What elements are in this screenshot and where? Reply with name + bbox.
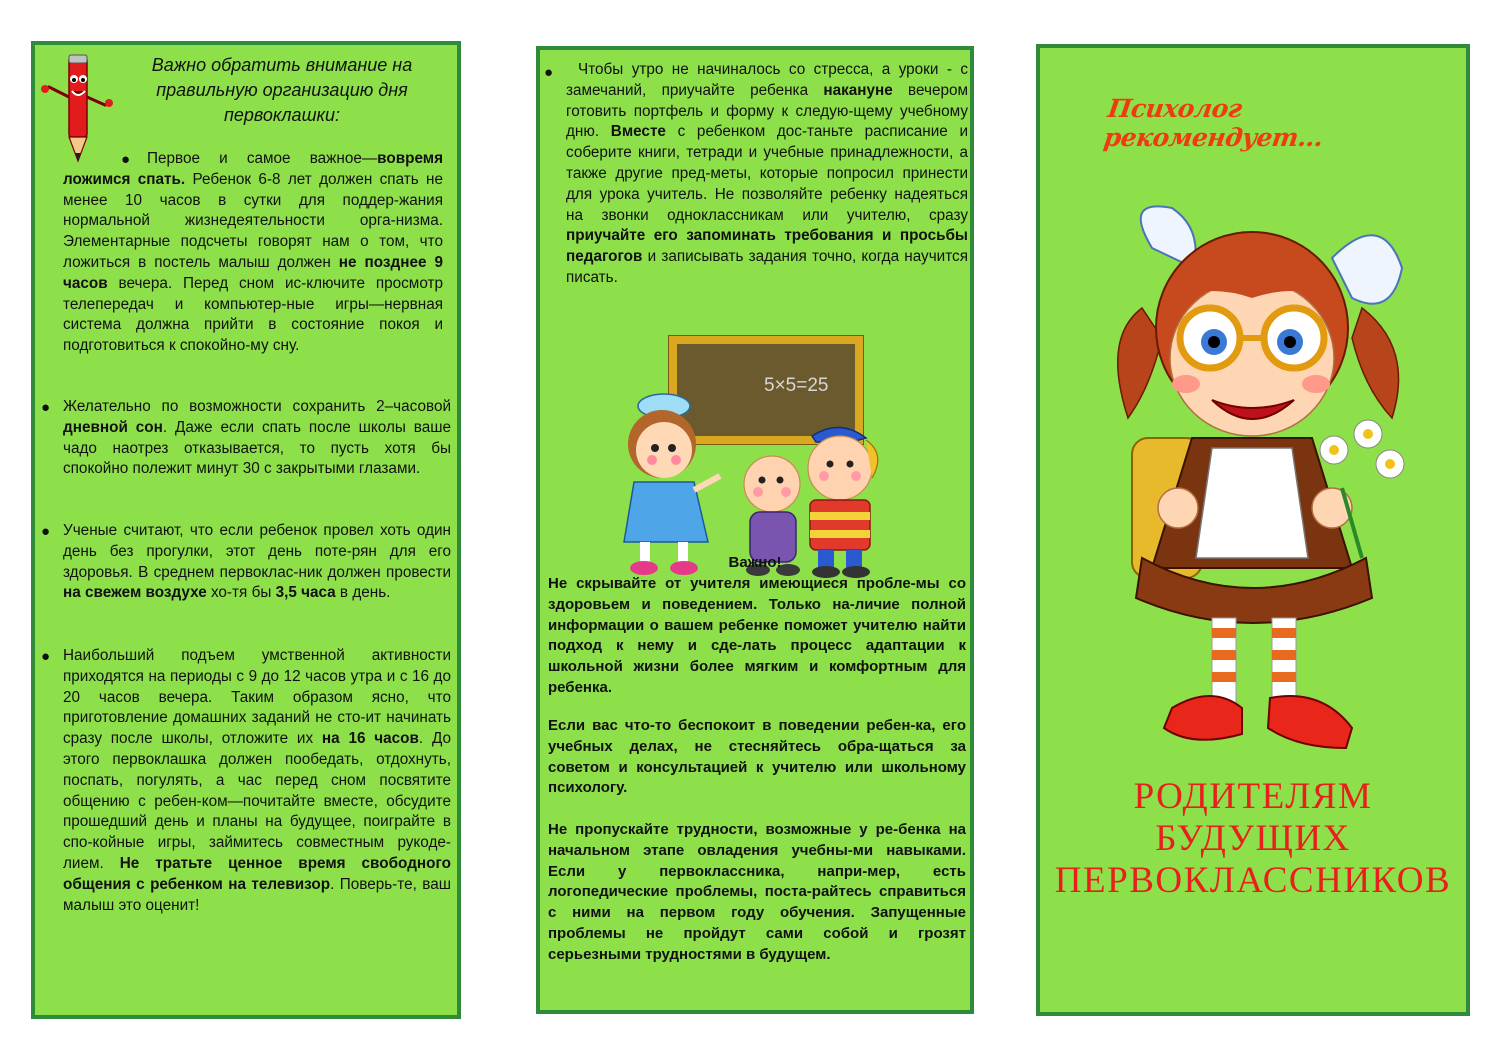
paragraph-nap: Желательно по возможности сохранить 2–часовой дневной сон. Даже если спать после школы ваше чадо наотрез отказывается, то пусть хотя бы спокойно полежит минут 30 с закрытыми глазами. — [63, 398, 451, 478]
intro-text: Важно обратить внимание на правильную организацию дня первоклашки: — [151, 55, 413, 125]
title-line-3: ПЕРВОКЛАССНИКОВ — [1054, 860, 1452, 901]
middle-panel — [536, 46, 974, 1014]
children-illustration-icon — [604, 366, 910, 582]
paragraph-health: Не скрывайте от учителя имеющиеся пробле-мы со здоровьем и поведением. Только на-личие полной информации о вашем ребенке поможет учителю найти подход к нему и сде-лать процесс адаптации к школьной жизни более мягким и комфортным для ребенка. — [548, 575, 966, 696]
bullet-icon: ● — [41, 399, 51, 416]
paragraph-difficulties: Не пропускайте трудности, возможные у ре-бенка на начальном этапе овладения учебны-ми навыками. Если у первоклассника, напри-мер, есть логопедические проблемы, поста-райтесь справиться с ними на первом году обучения. Запущенные проблемы не пройдут сами собой и грозят серьезными трудностями в будущем. — [548, 821, 966, 963]
title-line-1: РОДИТЕЛЯМ — [1133, 776, 1373, 817]
chalkboard-text: 5×5=25 — [764, 375, 829, 396]
paragraph-activity: Наибольший подъем умственной активности приходятся на периоды с 9 до 12 часов утра и с 16 до 20 часов вечера. Таким образом ясно, что приготовление домашних заданий не сто-ит начинать сразу после школы, отложите их на 16 часов. До этого первоклашка должен пообедать, отдохнуть, поспать, погулять, а час перед сном посвятите общению с ребен-ком—почитайте вместе, обсудите прошедший день и планы на будущее, поиграйте в спо-койные игры, займитесь совместным рукоде-лием. Не тратьте ценное время свободного общения с ребенком на телевизор. Поверь-те, ваш малыш это оценит! — [63, 647, 452, 914]
subtitle: Психолог рекомендует... — [1101, 94, 1325, 152]
paragraph-morning: Чтобы утро не начиналось со стресса, а уроки - с замечаний, приучайте ребенка накануне вечером готовить портфель и форму к следую-щему учебному дню. Вместе с ребенком дос-таньте расписание и соберите книги, тетради и учебные принадлежности, а также другие пред-меты, которые попросил принести для урока учитель. Не позволяйте ребенку надеяться на звонки одноклассникам или учителю, сразу приучайте его запоминать требования и просьбы педагогов и записывать задания точно, когда научится писать. — [566, 61, 968, 286]
important-heading: Важно! — [728, 554, 782, 571]
right-panel — [1036, 44, 1470, 1016]
bullet-icon: ● — [121, 151, 131, 168]
paragraph-consult: Если вас что-то беспокоит в поведении ребен-ка, его учебных делах, не стесняйтесь обра-щаться за советом и консультацией к учителю или школьному психологу. — [548, 717, 966, 797]
paragraph-sleep: Первое и самое важное—вовремя ложимся спать. Ребенок 6-8 лет должен спать не менее 10 часов в сутки для поддер-жания нормальной жизнедеятельности орга-низма. Элементарные подсчеты говорят нам о том, что ложиться в постель малыш должен не позднее 9 часов вечера. Перед сном ис-ключите просмотр телепередач и компьютер-ные игры—нервная система должна прийти в состояние покоя и подготовиться к спокойно-му сну. — [63, 150, 443, 355]
left-panel — [31, 41, 461, 1019]
bullet-icon: ● — [544, 64, 554, 81]
schoolgirl-icon — [1102, 188, 1422, 798]
bullet-icon: ● — [41, 523, 51, 540]
title-line-2: БУДУЩИХ — [1155, 818, 1351, 859]
brochure-title — [1040, 776, 1466, 902]
paragraph-walk: Ученые считают, что если ребенок провел хоть один день без прогулки, этот день поте-рян для его здоровья. В среднем первоклас-ник должен провести на свежем воздухе хо-тя бы 3,5 часа в день. — [63, 522, 451, 602]
bullet-icon: ● — [41, 648, 51, 665]
